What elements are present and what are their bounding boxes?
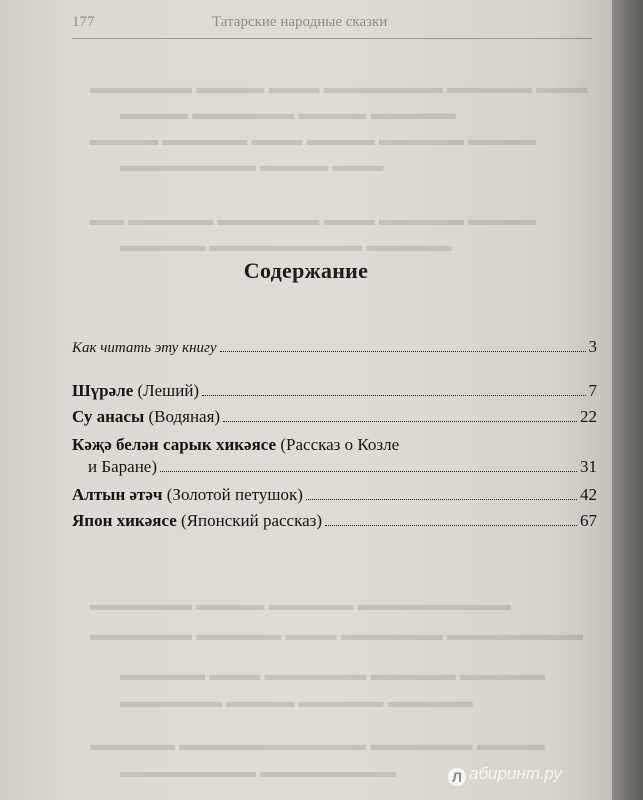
toc-leader-dots <box>202 395 585 396</box>
toc-page-number: 7 <box>588 381 597 400</box>
toc-entry-translation: (Леший) <box>137 381 200 400</box>
contents-title: Содержание <box>243 258 369 283</box>
toc-entry-title: Су анасы <box>72 407 145 426</box>
show-through-text: ▬▬▬ ▬▬▬▬ ▬▬▬▬▬▬▬▬ <box>120 156 384 175</box>
next-page-edge <box>612 0 643 800</box>
toc-entry-title: Япон хикәясе <box>72 511 177 530</box>
show-through-text: ▬▬▬▬▬▬▬▬ ▬▬▬▬▬▬▬▬ <box>120 762 397 781</box>
toc-leader-dots <box>160 471 577 472</box>
toc-entry-yapon-hikayase[interactable] <box>72 510 597 532</box>
show-through-text: ▬▬▬▬▬ ▬▬▬▬ ▬▬▬▬▬▬ ▬▬▬▬ <box>120 104 456 123</box>
toc-entry-translation-cont: и Баране) <box>88 457 158 476</box>
show-through-text: ▬▬▬▬▬▬▬▬▬ ▬▬▬▬▬ ▬▬▬▬ ▬▬▬▬▬▬ <box>90 595 511 614</box>
show-through-text: ▬▬▬▬▬ ▬▬▬▬▬ ▬▬▬▬▬▬ ▬▬▬ ▬▬▬▬▬ <box>120 665 545 684</box>
running-header <box>72 14 592 39</box>
toc-leader-dots <box>223 421 577 422</box>
show-through-text: ▬▬▬ ▬▬▬▬▬ ▬▬▬▬▬▬▬ ▬▬▬ ▬▬▬▬ ▬▬▬▬▬▬ <box>90 78 588 97</box>
watermark-text: абиринт.ру <box>469 764 562 783</box>
toc-entry-title: Шүрәле <box>72 381 134 400</box>
toc-entry-su-anasy[interactable] <box>72 406 597 428</box>
toc-page-number: 67 <box>580 511 597 530</box>
show-through-text: ▬▬▬▬ ▬▬▬▬▬▬ ▬▬▬▬▬▬▬▬▬▬▬ ▬▬▬▬▬ <box>90 735 545 754</box>
show-through-text: ▬▬▬▬ ▬▬▬▬▬ ▬▬▬ ▬▬▬▬▬▬ ▬▬▬▬▬ ▬▬ <box>90 210 537 229</box>
toc-entry-translation: (Золотой петушок) <box>166 485 303 504</box>
toc-entry-translation: (Водяная) <box>148 407 221 426</box>
toc-entry-title: Кәҗә белән сарык хикәясе <box>72 435 277 454</box>
toc-entry-kaza-belan-saryk[interactable] <box>72 434 597 478</box>
toc-page-number: 31 <box>580 457 597 476</box>
toc-entry-shurale[interactable] <box>72 380 597 402</box>
toc-leader-dots <box>306 499 577 500</box>
header-running-title: Татарские народные сказки <box>212 14 388 30</box>
toc-page-number: 22 <box>580 407 597 426</box>
toc-entry-how-to-read[interactable] <box>72 336 597 359</box>
header-page-number: 177 <box>72 14 95 30</box>
toc-entry-translation: (Рассказ о Козле <box>280 435 400 454</box>
show-through-text: ▬▬▬▬▬▬▬▬ ▬▬▬▬▬▬ ▬▬▬ ▬▬▬▬▬ ▬▬▬▬▬▬ <box>90 625 583 644</box>
toc-page-number: 3 <box>588 337 597 356</box>
show-through-text: ▬▬▬▬▬ ▬▬▬▬▬ ▬▬▬▬ ▬▬▬▬▬▬ <box>120 692 473 711</box>
toc-page-number: 42 <box>580 485 597 504</box>
toc-leader-dots <box>325 525 577 526</box>
toc-entry-title: Как читать эту книгу <box>72 340 217 356</box>
toc-entry-altyn-atach[interactable] <box>72 484 597 506</box>
toc-entry-translation: (Японский рассказ) <box>181 511 323 530</box>
labirint-logo-icon: Л <box>448 768 466 786</box>
labirint-watermark <box>448 764 562 786</box>
show-through-text: ▬▬▬▬ ▬▬▬▬▬ ▬▬▬▬ ▬▬▬ ▬▬▬▬▬ ▬▬▬▬ <box>90 130 537 149</box>
toc-entry-title: Алтын әтәч <box>72 485 163 504</box>
toc-leader-dots <box>220 351 586 352</box>
show-through-text: ▬▬▬▬▬ ▬▬▬▬▬▬▬▬▬ ▬▬▬▬▬ <box>120 236 452 255</box>
